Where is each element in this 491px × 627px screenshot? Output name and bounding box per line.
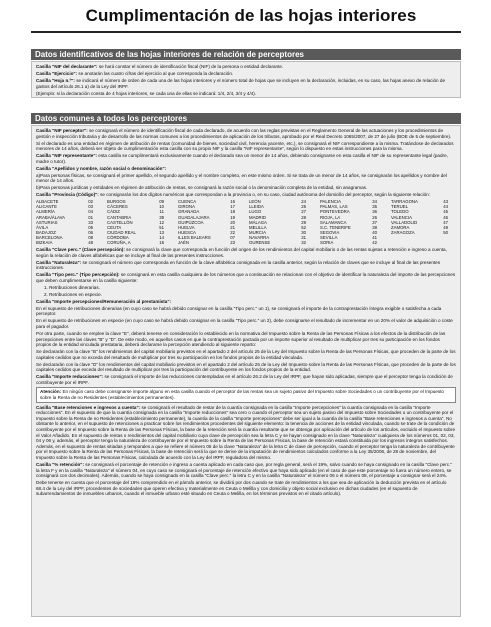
province-name: PALMAS, LAS xyxy=(320,204,348,210)
province-name: CÓRDOBA xyxy=(107,234,129,240)
field-name: Casilla "Tipo perc." (Tipo percepción): xyxy=(36,272,120,278)
field-name: Casilla "Naturaleza": xyxy=(36,259,82,265)
province-code: 07 xyxy=(230,234,235,240)
province-code: 26 xyxy=(372,214,377,220)
province-name: CIUDAD REAL xyxy=(107,229,136,235)
attention-text: En ningún caso debe consignarse importe alguno en esta casilla cuando el perceptor de las rentas sea un sujeto pasivo del Impuesto sobre Sociedades o un contribuyente por el Impuesto sobre la Renta de no Residentes (establecimientos permanentes). xyxy=(40,389,444,401)
province-code: 22 xyxy=(230,229,235,235)
province-name: BARCELONA xyxy=(36,234,63,240)
province-name: TOLEDO xyxy=(391,209,409,215)
province-code: 25 xyxy=(301,204,306,210)
province-code: 47 xyxy=(443,219,448,225)
province-code: 37 xyxy=(372,219,377,225)
province-code: 49 xyxy=(443,224,448,230)
paragraph xyxy=(36,306,456,317)
paragraph-text: se consignará el porcentaje de retención e ingreso a cuenta aplicado en cada caso que, por regla general, será el 19%, salvo cuando se haya consignado en la casilla "Clave perc." la letra F y en la casilla "Naturaleza" el número 04, en cuyo caso se consignará el porcentaje de retención efectivo que haya sido aplicado (en el caso de que este porcentaje no fuera un número entero, se consignará con dos decimales). Además, cuando se haya consignado en la casilla "Clave perc." la letra C y en la casilla "Naturaleza" el número 06 o el número 08, el porcentaje a consignar será el 24%. xyxy=(36,461,452,479)
paragraph-text: se consignará la clave que corresponda en función del origen de los rendimientos del capital mobiliario o de las rentas sujetas a retención e ingreso a cuenta, según la relación de claves alfabéticas que se incluye al final de las presentes instrucciones. xyxy=(36,247,447,258)
province-entry xyxy=(178,240,243,245)
province-code: 30 xyxy=(301,229,306,235)
paragraph-text: se consignará el número de identificación fiscal de cada declarado, de acuerdo con las reglas previstas en el Reglamento General de las actuaciones y los procedimientos de gestión e inspección tributaria y de desarrollo de las normas comunes a los procedimientos de aplicación de los tributos, aprobado por el Real Decreto 1065/2007, de 27 de julio (BOE de 5 de septiembre). xyxy=(36,128,452,139)
province-code: 01 xyxy=(88,214,93,220)
paragraph xyxy=(36,247,456,258)
province-entry xyxy=(36,240,101,245)
province-code: 33 xyxy=(88,219,93,225)
paragraph xyxy=(36,405,456,461)
province-code: 40 xyxy=(372,229,377,235)
paragraph-text: a)Para personas físicas, se consignará el primer apellido, el segundo apellido y el nombre completo, en este mismo orden. Si se trata de un menor de 14 años, se consignarán los apellidos y nombre del menor de 14 años. xyxy=(36,172,447,184)
section1-heading: Datos identificativos de las hojas interiores de relación de perceptores xyxy=(31,49,461,60)
paragraph xyxy=(36,331,456,348)
province-name: JAÉN xyxy=(178,240,189,246)
province-code: 48 xyxy=(88,240,93,246)
paragraph-text: se consignará el importe de las reducciones contempladas en el artículo 26.2 de la Ley del IRPF, que hayan sido aplicadas, siempre que el perceptor tenga la condición de contribuyente por el IRPF. xyxy=(36,374,453,385)
field-name: Casilla "% retención": xyxy=(36,461,85,467)
field-name: Casilla "Base retenciones e ingresos a cuenta": xyxy=(36,404,141,410)
province-code: 15 xyxy=(159,240,164,246)
province-name: GUADALAJARA xyxy=(178,214,210,220)
province-name: BADAJOZ xyxy=(36,229,56,235)
province-entry xyxy=(320,240,385,245)
paragraph-text: Se declararán con la clave "D" los rendimientos del capital mobiliario previstos en el apartado 2 del artículo 25 de la Ley del Impuesto sobre la Renta de las Personas Físicas, que proceden de la parte de los capitales cedidos que exceda del resultado de multiplicar por tres la participación del contribuyente en los fondos propios de la entidad. xyxy=(36,361,456,373)
province-name: VALLADOLID xyxy=(391,219,418,225)
paragraph xyxy=(36,299,456,305)
province-name: NAVARRA xyxy=(249,234,270,240)
paragraph xyxy=(36,462,456,479)
province-code: 44 xyxy=(443,204,448,210)
province-name: SALAMANCA xyxy=(320,219,347,225)
paragraph xyxy=(36,362,456,373)
province-name: CASTELLÓN xyxy=(107,219,133,225)
paragraph-text: b)Para personas jurídicas y entidades en régimen de atribución de rentas, se consignará la razón social o la denominación completa de la entidad, sin anagramas. xyxy=(36,185,368,191)
province-code: 05 xyxy=(88,224,93,230)
province-code: 21 xyxy=(230,224,235,230)
field-name: Casilla "Hoja n.º": xyxy=(36,77,75,83)
title-rule xyxy=(31,31,461,33)
province-name: CUENCA xyxy=(178,199,197,205)
field-name: Casilla "Importe reducciones": xyxy=(36,374,104,380)
paragraph xyxy=(36,78,456,89)
paragraph-text: 2. Retribuciones en especie. xyxy=(44,291,102,297)
province-name: ALBACETE xyxy=(36,199,59,205)
province-name: LLEIDA xyxy=(249,204,264,210)
attention-lead: Atención: xyxy=(40,389,62,395)
province-code xyxy=(448,240,456,245)
province-name: VALENCIA xyxy=(391,214,412,220)
province-code: 23 xyxy=(230,240,235,246)
paragraph-text: se hará constar el número de identificación fiscal (NIF) de la persona o entidad declarante. xyxy=(97,64,284,69)
province-code: 43 xyxy=(443,199,448,205)
province-name: LEÓN xyxy=(249,199,261,205)
province-code: 11 xyxy=(159,209,164,215)
province-code: 04 xyxy=(88,209,93,215)
paragraph xyxy=(36,185,456,191)
province-name: CÁCERES xyxy=(107,204,128,210)
province-name: S.C. TENERIFE xyxy=(320,224,351,230)
province-name: CORUÑA, A xyxy=(107,240,131,246)
province-code: 46 xyxy=(443,214,448,220)
province-name: CEUTA xyxy=(107,224,122,230)
province-name: CÁDIZ xyxy=(107,209,120,215)
province-code: 10 xyxy=(159,204,164,210)
field-name: Casilla "Apellidos y nombre, razón social o denominación": xyxy=(36,165,167,171)
province-name: RIOJA, LA xyxy=(320,214,341,220)
field-name: Casilla "NIF perceptor": xyxy=(36,128,88,133)
page-title: Cumplimentación de las hojas interiores xyxy=(85,6,417,25)
paragraph xyxy=(36,285,456,291)
province-name: MADRID xyxy=(249,214,266,220)
paragraph-text: 1. Retribuciones dinerarias. xyxy=(44,284,100,290)
paragraph-text: se anotarán las cuatro cifras del ejercicio al que corresponda la declaración. xyxy=(77,70,234,76)
province-code: 09 xyxy=(159,199,164,205)
paragraph xyxy=(36,128,456,139)
section1-items xyxy=(36,64,456,96)
paragraph xyxy=(36,374,456,385)
province-code: 39 xyxy=(159,214,164,220)
field-name: Casilla "Ejercicio": xyxy=(36,70,78,76)
section2-part-b xyxy=(36,247,456,385)
province-code-table xyxy=(36,199,456,245)
field-name: Casilla "Provincia (Código)": xyxy=(36,192,99,198)
field-name: Casilla "Importe percepciones/Remuneración al prestamista": xyxy=(36,298,172,304)
paragraph-text: se consignarán los dos dígitos numéricos que correspondan a la provincia o, en su caso, ciudad autónoma del domicilio del perceptor, según la siguiente relación: xyxy=(98,192,431,198)
paragraph xyxy=(36,153,456,164)
province-code: 42 xyxy=(372,240,377,246)
province-code: 52 xyxy=(301,224,306,230)
province-name: PONTEVEDRA xyxy=(320,209,350,215)
paragraph-text: Si el declarado es una entidad en régimen de atribución de rentas (comunidad de bienes, sociedad civil, herencia yacente, etc.), se consignará el NIF correspondiente a la misma. Tratándose de declarados menores de 14 años, deberá ser objeto de cumplimentación esta casilla con su propio NIF y la casilla "NIF representante", según lo dispuesto en estas instrucciones para la misma. xyxy=(36,140,454,152)
province-code: 45 xyxy=(443,209,448,215)
province-code: 32 xyxy=(301,240,306,246)
province-code: 35 xyxy=(372,204,377,210)
province-name: SEGOVIA xyxy=(320,229,340,235)
paragraph-text: se consignará en esta casilla cualquiera de los números que a continuación se relacionan con el objetivo de identificar la naturaleza del importe de las percepciones que deben cumplimentarse en la casilla siguiente: xyxy=(36,272,456,283)
province-name: HUESCA xyxy=(178,229,196,235)
province-entry xyxy=(249,240,314,245)
paragraph xyxy=(36,141,456,152)
province-name: GIRONA xyxy=(178,204,195,210)
province-code: 03 xyxy=(88,204,93,210)
field-name: Casilla "NIF del declarante": xyxy=(36,64,98,69)
province-name: LUGO xyxy=(249,209,262,215)
paragraph xyxy=(36,272,456,283)
paragraph xyxy=(36,349,456,360)
province-name: BIZKAIA xyxy=(36,240,53,246)
attention-note xyxy=(36,387,456,403)
province-code: 06 xyxy=(88,229,93,235)
paragraph-text: se consignará el número que corresponda en función de la clave alfabética consignada en la casilla anterior, según la relación de claves que se incluye al final de las presentes instrucciones. xyxy=(36,259,441,271)
province-name: TERUEL xyxy=(391,204,408,210)
province-code: 24 xyxy=(301,199,306,205)
paragraph xyxy=(36,64,456,70)
province-code: 02 xyxy=(88,199,93,205)
paragraph-text: Por otra parte, cuando se emplee la clave "E", deberá tenerse en consideración lo establecido en la normativa del Impuesto sobre la Renta de las Personas Físicas a los efectos de la distribución de las percepciones entre las claves "B" y "D". De este modo, en aquellos casos en que la contraprestación pactada por un importe superior al resultado de multiplicar por tres su participación en los fondos propios de la entidad vinculada prestataria, deberá declararse la percepción atendiendo al siguiente reparto: xyxy=(36,330,446,348)
province-code: 31 xyxy=(301,234,306,240)
province-entry xyxy=(391,240,456,245)
province-code: 17 xyxy=(230,204,235,210)
paragraph-text: (Ejemplo: si la declaración consta de 4 hojas interiores, se cada una de ellas se indicará: 1/4, 2/4, 3/4 y 4/4). xyxy=(36,90,257,96)
paragraph-text: se consignará el resultado de restar de la cuantía consignada en la casilla "Importe percepciones" la cuantía consignada en la casilla "Importe reducciones". En el supuesto de que la cuantía consignada en la casilla "Importe reducciones" sea cero o cuando el perceptor sea un sujeto pasivo del Impuesto sobre Sociedades o un contribuyente por el Impuesto sobre la Renta de no Residentes (establecimiento permanente), la cuantía de la casilla "Importe percepciones" debe ser igual a la cuantía de la casilla "Base retenciones e ingresos a cuenta". No obstante lo anterior, en el supuesto de retenciones a practicar sobre los rendimientos procedentes del siguiente elemento: la tenencia de acciones de la entidad vinculada, cuando se trate de la condición de contribuyente por el Impuesto sobre la Renta de las Personas Físicas, la base de la retención será la cuantía resultante que se obtenga por aplicación del artículo de los artículos, excluido el Impuesto sobre el Valor Añadido. En el supuesto de rentas o rendimientos del capital mobiliario cuya clave de percepción sea la letra C y se hayan consignado en la clave "Naturaleza" cualquiera de los números 01, 02, 03, 04 y 06 y, además, el perceptor tenga la naturaleza de contribuyente por el Impuesto sobre la Renta de las Personas Físicas, la base de retención estará constituida por los ingresos íntegros satisfechos. Además, en el supuesto de rentas sitiadas y temporales a que se refiere el número 05 de la clave "Naturaleza" de la letra C de clave de percepción, cuando el perceptor tenga la naturaleza de contribuyente por el Impuesto sobre la Renta de las Personas Físicas, la base de retención será la que se derive de la imputación de rendimientos calculados conforme a la Ley 35/2006, de 28 de noviembre, del Impuesto sobre la Renta de las Personas Físicas, calculada de acuerdo con la Ley del IRPF, reguladora del mismo. xyxy=(36,404,456,460)
province-name: MÁLAGA xyxy=(249,219,267,225)
province-code: 27 xyxy=(301,209,306,215)
province-name: GRANADA xyxy=(178,209,200,215)
paragraph-text: Debe tenerse en cuenta que el porcentaje del 19% comprendido en el párrafo anterior, se dividirá por dos cuando se trate de rendimientos a los que sea de aplicación la deducción prevista en el artículo 68.4 de la Ley del IRPF, procedentes de sociedades que operen efectiva y materialmente en Ceuta o Melilla y con domicilio y objeto social exclusivo en dichas ciudades (en el supuesto de subarrendamientos de inmuebles urbanos, cuando el inmueble urbano esté situado en Ceuta o Melilla, en los términos previstos en el citado artículo). xyxy=(36,480,447,497)
province-name: OURENSE xyxy=(249,240,271,246)
province-name: ZARAGOZA xyxy=(391,229,415,235)
province-code: 20 xyxy=(230,219,235,225)
province-code: 13 xyxy=(159,229,164,235)
province-name: ARABA/ÁLAVA xyxy=(36,214,65,220)
province-code: 16 xyxy=(230,199,235,205)
paragraph xyxy=(36,480,456,497)
province-name: CANTABRIA xyxy=(107,214,132,220)
province-code: 38 xyxy=(372,224,377,230)
province-name: ALMERÍA xyxy=(36,209,55,215)
province-code: 34 xyxy=(372,199,377,205)
province-code: 14 xyxy=(159,234,164,240)
paragraph xyxy=(36,192,456,198)
province-name: HUELVA xyxy=(178,224,195,230)
province-code: 19 xyxy=(230,214,235,220)
province-entry xyxy=(107,240,172,245)
province-name: MURCIA xyxy=(249,229,266,235)
province-name: SEVILLA xyxy=(320,234,338,240)
paragraph xyxy=(36,173,456,184)
province-name: PALENCIA xyxy=(320,199,341,205)
field-name: Casilla "NIF representante": xyxy=(36,153,98,159)
province-name: ALICANTE xyxy=(36,204,58,210)
province-name: ILLES BALEARS xyxy=(178,234,211,240)
province-code: 12 xyxy=(159,219,164,225)
section1-body xyxy=(31,61,461,98)
province-name: BURGOS xyxy=(107,199,126,205)
province-code: 18 xyxy=(230,209,235,215)
province-code: 29 xyxy=(301,219,306,225)
paragraph-text: Se declararán con la clave "B" los rendimientos del capital mobiliario previstos en el apartado 2 del artículo 25 de la Ley del Impuesto sobre la Renta de las Personas Físicas, que proceden de la parte de los capitales cedidos que no exceda del resultado de multiplicar por tres su participación en los fondos propios de la entidad vinculada. xyxy=(36,349,456,360)
province-name: TARRAGONA xyxy=(391,199,418,205)
province-code: 28 xyxy=(301,214,306,220)
province-name: ÁVILA xyxy=(36,224,49,230)
province-code: 41 xyxy=(372,234,377,240)
section2-part-a xyxy=(36,128,456,198)
paragraph xyxy=(36,318,456,329)
province-name: GUIPÚZCOA xyxy=(178,219,204,225)
paragraph xyxy=(36,166,456,172)
paragraph xyxy=(36,91,456,97)
section2-body xyxy=(31,125,461,617)
province-name: ASTURIAS xyxy=(36,219,58,225)
paragraph-text: se indicará el número de orden de cada una de las hojas interiores y el número total de hojas que se incluyen en la declaración, incluidas, en su caso, las hojas anexo de relación de gastos del artículo 26.1 a) de la Ley del IRPF. xyxy=(36,77,445,89)
paragraph-text: En el supuesto de retribuciones en especie (en cuyo caso se habrá debido consignar en la casilla "Tipo perc." un 2), debe consignarse el resultado de incrementar en un 20% el valor de adquisición o coste para el pagador. xyxy=(36,318,453,329)
field-name: Casilla "Clave perc." (Clave percepción): xyxy=(36,247,125,253)
province-code: 51 xyxy=(159,224,164,230)
province-name: MELILLA xyxy=(249,224,267,230)
province-name: ZAMORA xyxy=(391,224,410,230)
paragraph-text: En el supuesto de retribuciones dinerarias (en cuyo caso se habrá debido consignar en la casilla "Tipo perc." un 1), se consignará el importe de la contraprestación íntegra exigible o satisfecha a cada perceptor. xyxy=(36,305,442,317)
province-name: SORIA xyxy=(320,240,334,246)
paragraph xyxy=(36,292,456,298)
province-code: 08 xyxy=(88,234,93,240)
paragraph xyxy=(36,71,456,77)
section2-part-c xyxy=(36,405,456,497)
paragraph xyxy=(36,260,456,271)
paragraph-text: esta casilla se cumplimentará exclusivamente cuando el declarado sea un menor de 14 años, debiendo consignarse en esta casilla el NIF de su representante legal (padre, madre o tutor). xyxy=(36,153,448,164)
province-code: 36 xyxy=(372,209,377,215)
province-code: 50 xyxy=(443,229,448,235)
section2-heading: Datos comunes a todos los perceptores xyxy=(31,113,461,124)
